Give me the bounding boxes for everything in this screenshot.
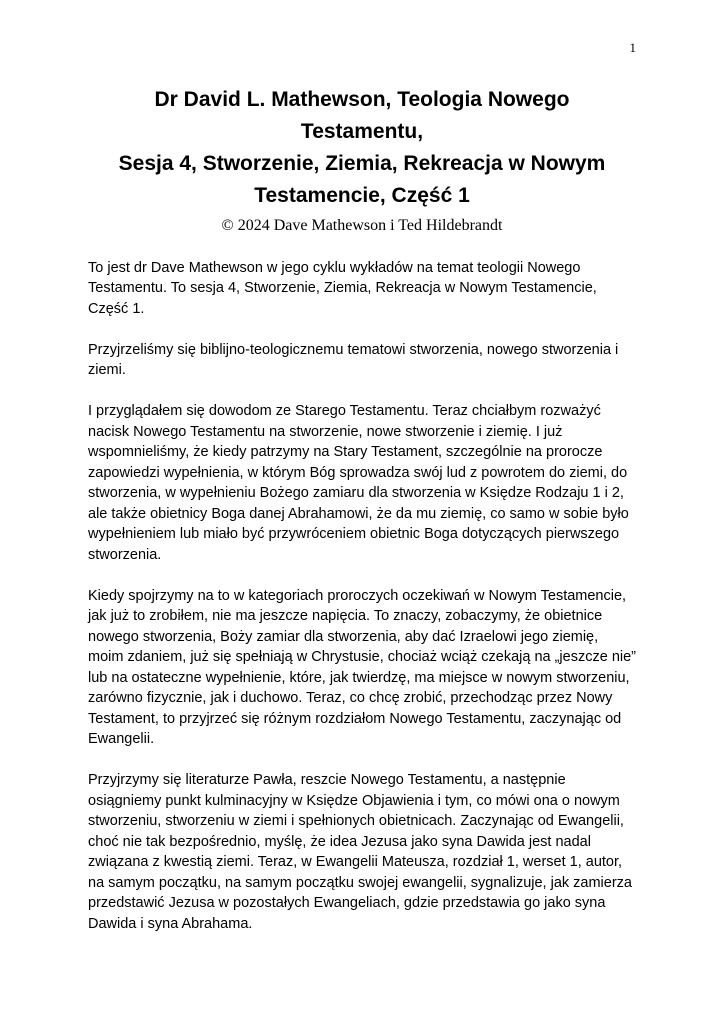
title-line-1: Dr David L. Mathewson, Teologia Nowego (154, 88, 570, 111)
copyright-line: © 2024 Dave Mathewson i Ted Hildebrandt (221, 217, 503, 234)
title-line-4: Testamencie, Część 1 (254, 184, 470, 207)
page-number: 1 (629, 40, 636, 55)
title-line-3: Sesja 4, Stworzenie, Ziemia, Rekreacja w Nowym (118, 152, 606, 175)
body-paragraph: To jest dr Dave Mathewson w jego cyklu wykładów na temat teologii Nowego Testamentu. To sesja 4, Stworzenie, Ziemia, Rekreacja w Nowym Testamencie, Część 1. (88, 259, 597, 317)
body-paragraph: Kiedy spojrzymy na to w kategoriach proroczych oczekiwań w Nowym Testamencie, jak już to zrobiłem, nie ma jeszcze napięcia. To znaczy, zobaczymy, że obietnice nowego stworzenia, Boży zamiar dla stworzenia, aby dać Izraelowi jego ziemię, moim zdaniem, już się spełniają w Chrystusie, chociaż wciąż czekają na „jeszcze nie” lub na ostateczne wypełnienie, które, jak twierdzę, ma miejsce w nowym stworzeniu, zarówno fizycznie, jak i duchowo. Teraz, co chcę zrobić, przechodząc przez Nowy Testament, to przyjrzeć się różnym rozdziałom Nowego Testamentu, zaczynając od Ewangelii. (88, 587, 636, 747)
body-paragraph: Przyjrzymy się literaturze Pawła, reszcie Nowego Testamentu, a następnie osiągniemy punkt kulminacyjny w Księdze Objawienia i tym, co mówi ona o nowym stworzeniu, stworzeniu w ziemi i spełnionych obietnicach. Zaczynając od Ewangelii, choć nie tak bezpośrednio, myślę, że idea Jezusa jako syna Dawida jest nadal związana z kwestią ziemi. Teraz, w Ewangelii Mateusza, rozdział 1, werset 1, autor, na samym początku, na samym początku swojej ewangelii, sygnalizuje, jak zamierza przedstawić Jezusa w pozostałych Ewangeliach, gdzie przedstawia go jako syna Dawida i syna Abrahama. (88, 772, 632, 932)
title-line-2: Testamentu, (300, 120, 424, 143)
body-paragraph: I przyglądałem się dowodom ze Starego Testamentu. Teraz chciałbym rozważyć nacisk Nowego Testamentu na stworzenie, nowe stworzenie i ziemię. I już wspomnieliśmy, że kiedy patrzymy na Stary Testament, szczególnie na prorocze zapowiedzi wypełnienia, w którym Bóg sprowadza swój lud z powrotem do ziemi, do stworzenia, w wypełnieniu Bożego zamiaru dla stworzenia w Księdze Rodzaju 1 i 2, ale także obietnicy Boga danej Abrahamowi, że da mu ziemię, co samo w sobie było wypełnieniem lub miało być przywróceniem obietnic Boga dotyczących pierwszego stworzenia. (88, 403, 629, 563)
body-paragraph: Przyjrzeliśmy się biblijno-teologicznemu tematowi stworzenia, nowego stworzenia i ziemi. (88, 341, 619, 378)
document-title (88, 84, 636, 212)
